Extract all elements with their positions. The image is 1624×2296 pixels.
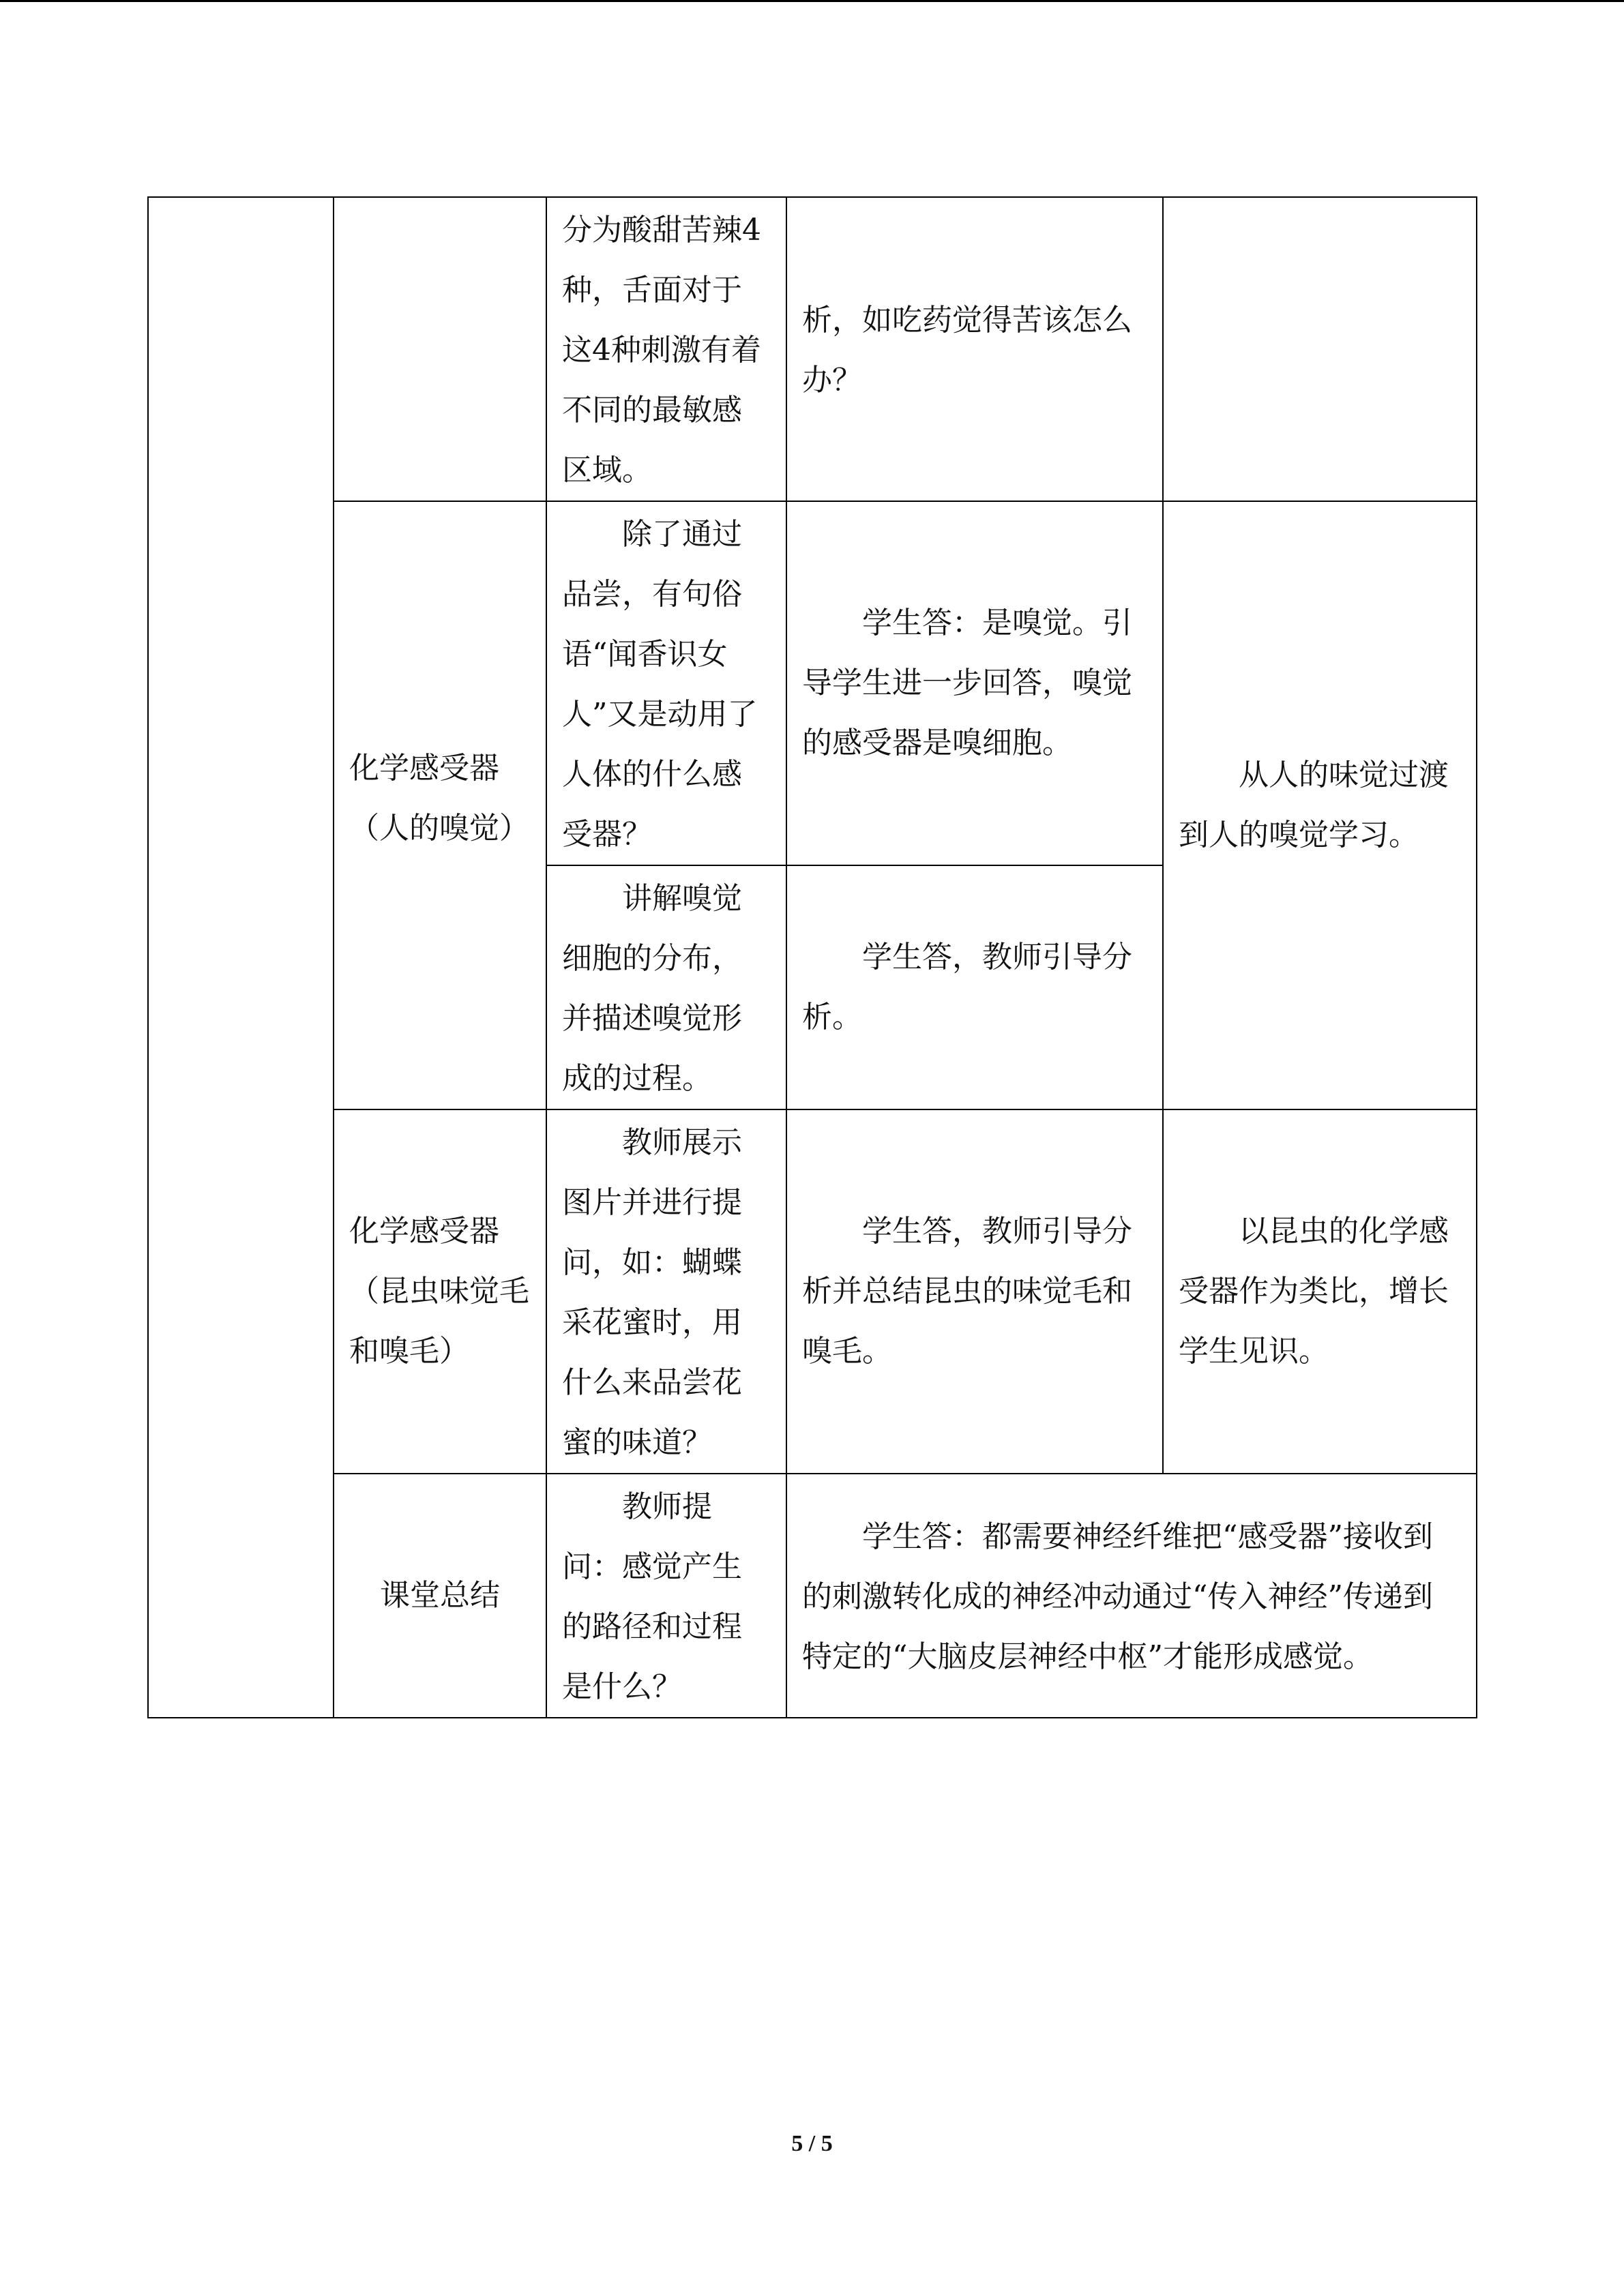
- topic-cell: [334, 197, 546, 501]
- student-activity-text: 学生答，教师引导分析。: [802, 940, 1132, 1034]
- student-activity-cell: [786, 501, 1163, 865]
- content-text: 教师提问：感觉产生的路径和过程是什么？: [562, 1489, 742, 1704]
- student-activity-cell: [786, 197, 1163, 501]
- design-intent-cell: [1163, 501, 1477, 1109]
- content-cell: [546, 501, 786, 865]
- content-text: 除了通过品尝，有句俗语“闻香识女人”又是动用了人体的什么感受器？: [562, 517, 758, 852]
- topic-text: 化学感受器（人的嗅觉）: [349, 751, 529, 846]
- content-cell: [546, 865, 786, 1109]
- student-activity-text: 学生答：都需要神经纤维把“感受器”接收到的刺激转化成的神经冲动通过“传入神经”传递到特定的“大脑皮层神经中枢”才能形成感觉。: [802, 1519, 1433, 1674]
- content-cell: [546, 197, 786, 501]
- topic-text: 化学感受器（昆虫味觉毛和嗅毛）: [349, 1214, 529, 1369]
- topic-text: 课堂总结: [380, 1578, 500, 1613]
- topic-cell: [334, 501, 546, 1109]
- topic-cell: [334, 1474, 546, 1718]
- student-activity-cell: [786, 1474, 1477, 1718]
- content-cell: [546, 1474, 786, 1718]
- design-intent-text: 从人的味觉过渡到人的嗅觉学习。: [1179, 758, 1449, 852]
- design-intent-cell: [1163, 1109, 1477, 1474]
- top-border-line: [0, 0, 1624, 2]
- stage-cell: [148, 197, 334, 1718]
- lesson-plan-table: [147, 196, 1477, 1718]
- student-activity-cell: [786, 1109, 1163, 1474]
- table-row: [148, 197, 1477, 501]
- table-row: [148, 1109, 1477, 1474]
- student-activity-text: 析，如吃药觉得苦该怎么办？: [802, 303, 1132, 398]
- content-text: 教师展示图片并进行提问，如：蝴蝶采花蜜时，用什么来品尝花蜜的味道？: [562, 1125, 742, 1460]
- table-row: [148, 501, 1477, 865]
- content-text: 讲解嗅觉细胞的分布，并描述嗅觉形成的过程。: [562, 881, 742, 1096]
- design-intent-text: 以昆虫的化学感受器作为类比，增长学生见识。: [1179, 1214, 1449, 1369]
- topic-cell: [334, 1109, 546, 1474]
- content-cell: [546, 1109, 786, 1474]
- design-intent-cell: [1163, 197, 1477, 501]
- student-activity-cell: [786, 865, 1163, 1109]
- content-text: 分为酸甜苦辣4种，舌面对于这4种刺激有着不同的最敏感区域。: [562, 213, 761, 488]
- student-activity-text: 学生答，教师引导分析并总结昆虫的味觉毛和嗅毛。: [802, 1214, 1132, 1369]
- table-row: [148, 1474, 1477, 1718]
- page-number: 5 / 5: [791, 2131, 833, 2156]
- student-activity-text: 学生答：是嗅觉。引导学生进一步回答，嗅觉的感受器是嗅细胞。: [802, 606, 1132, 760]
